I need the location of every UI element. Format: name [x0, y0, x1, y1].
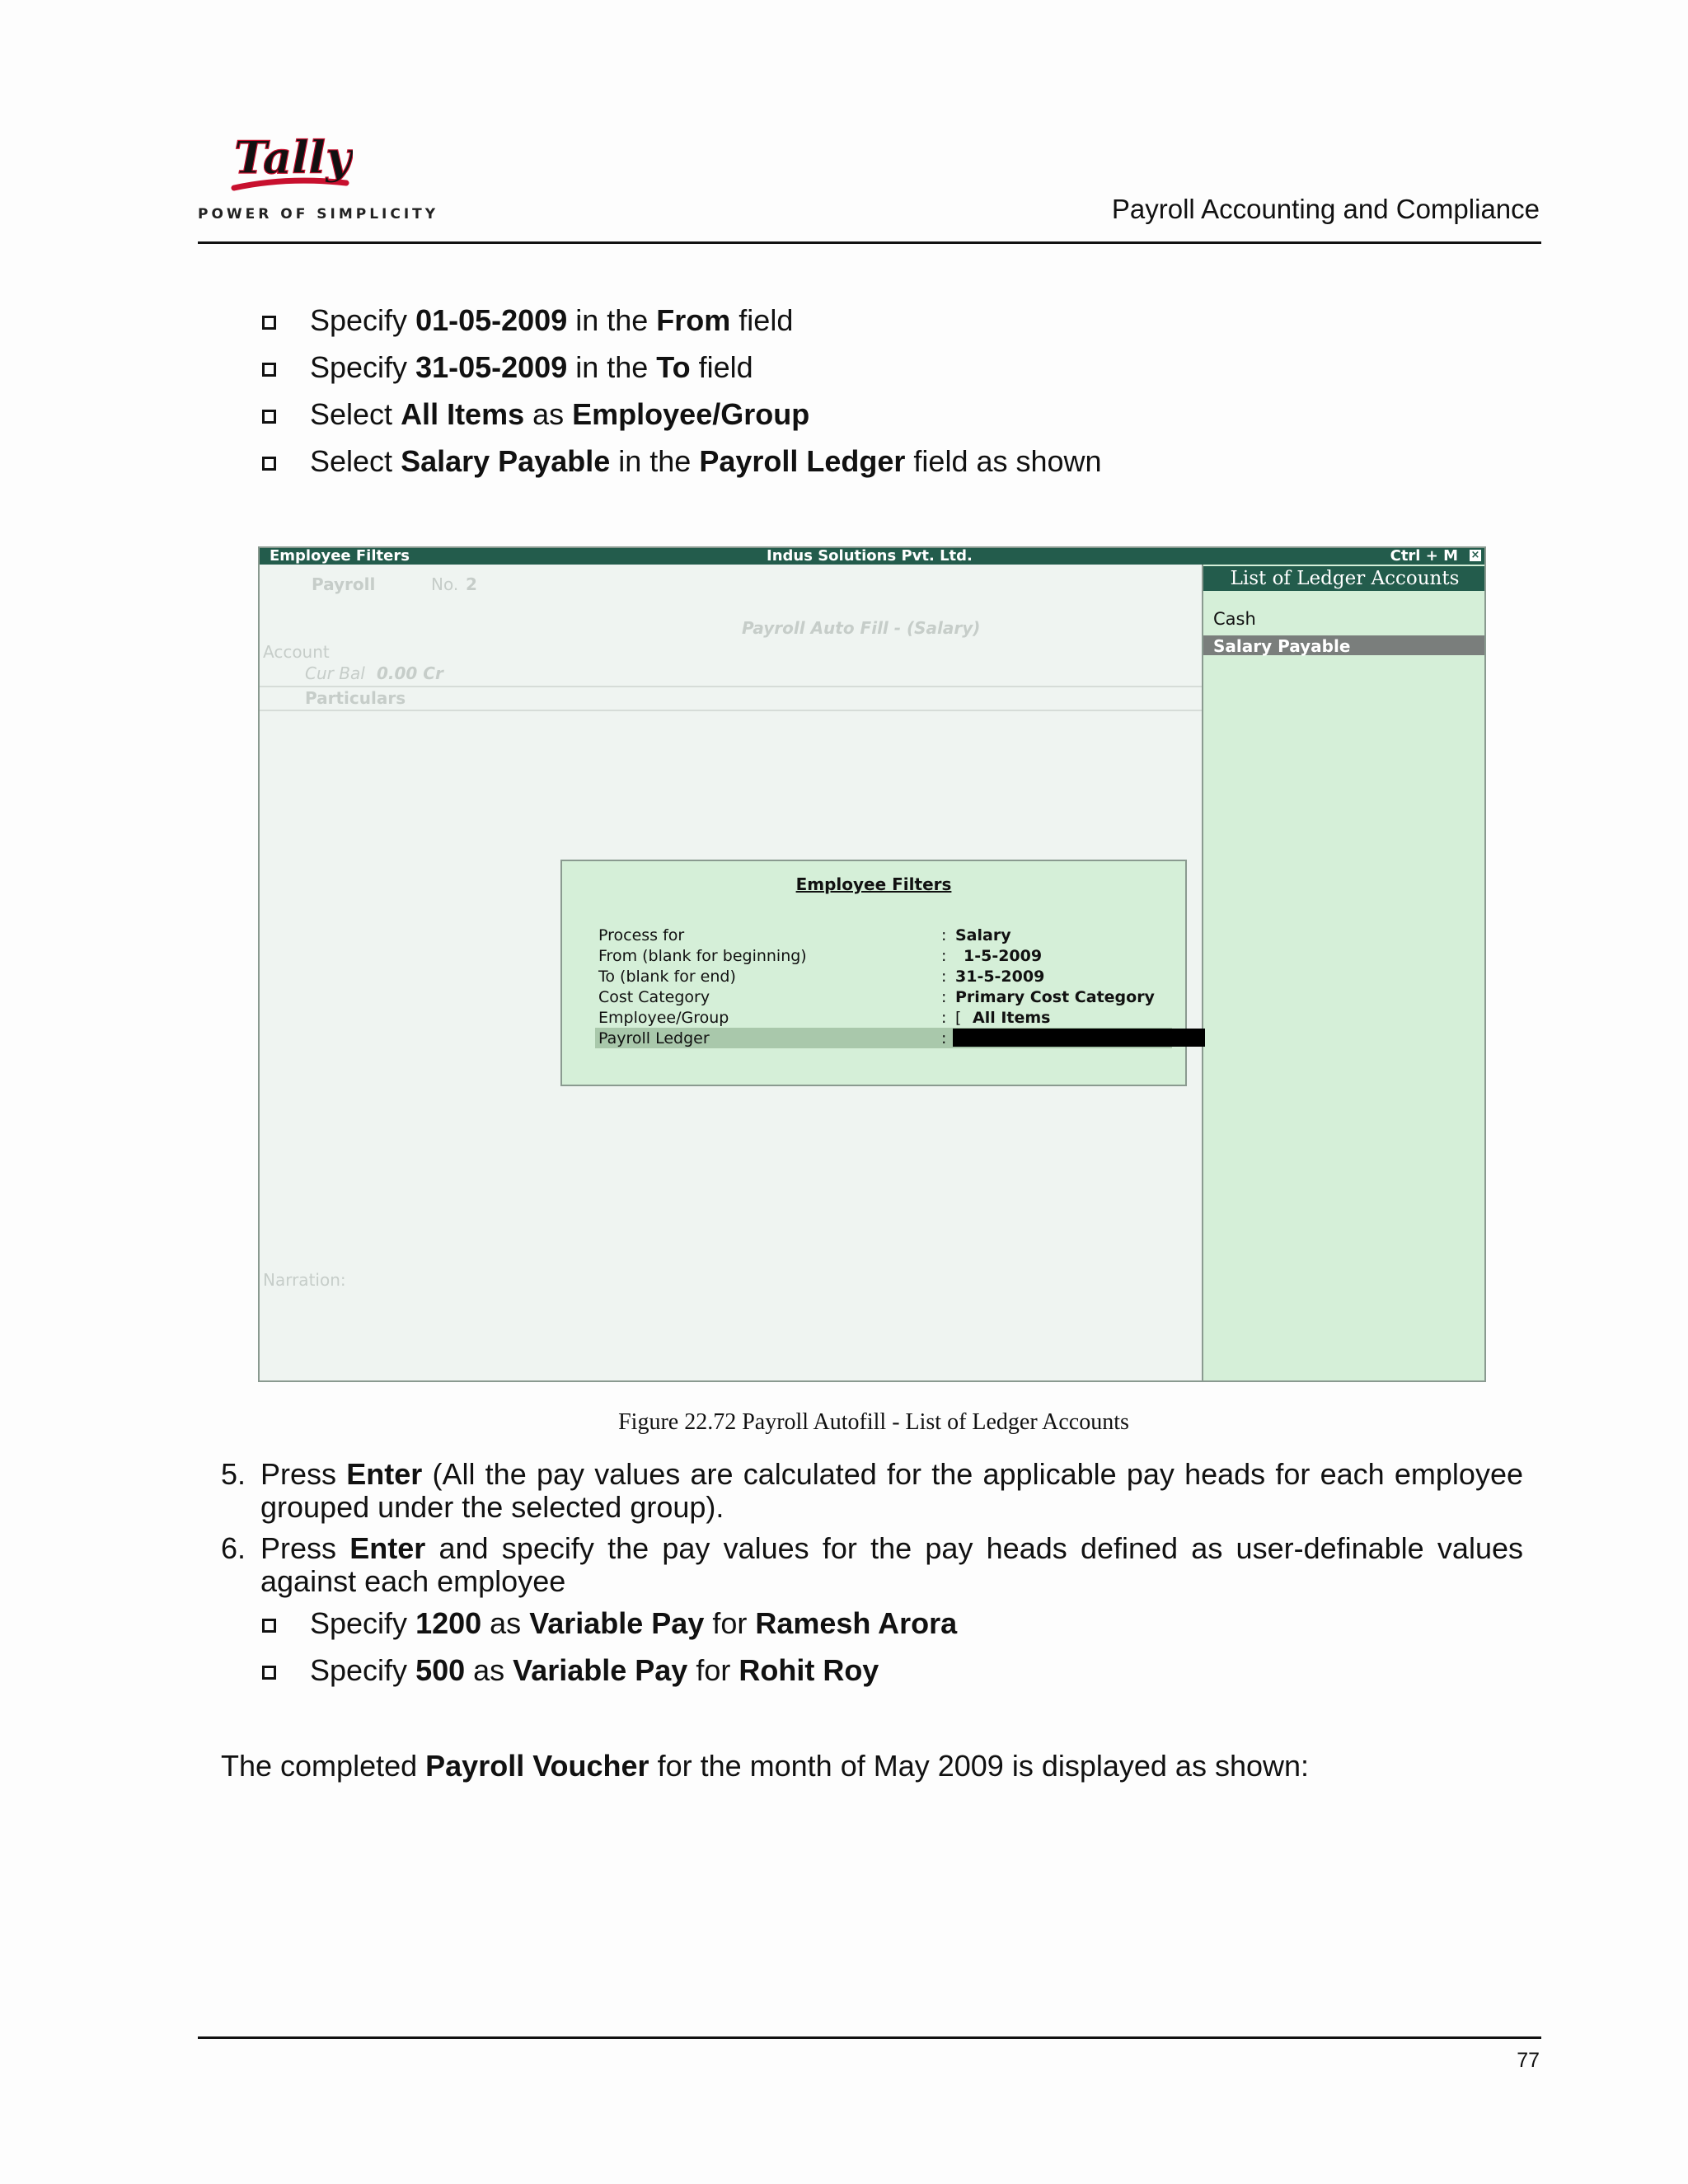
bold-text: Enter [349, 1531, 426, 1565]
text: in the [610, 444, 700, 478]
text: field [690, 350, 753, 384]
shortcut-hint: Ctrl + M [1390, 547, 1458, 565]
narration-label: Narration: [263, 1270, 346, 1290]
bullet-item [262, 1605, 957, 1652]
filter-value: Salary [955, 926, 1011, 944]
window-title: Employee Filters [270, 547, 410, 565]
bracket-glyph: [ [955, 1009, 962, 1027]
text: (All the pay values are calculated for the applicable pay heads for each employee grouped under the selected group). [260, 1457, 1523, 1524]
text: Press [260, 1531, 350, 1565]
numbered-steps [221, 1458, 1523, 1606]
text: for the month of May 2009 is displayed as shown: [649, 1749, 1310, 1783]
bullet-item [262, 396, 1102, 443]
divider [260, 710, 1202, 711]
tally-logo-mark [229, 132, 353, 198]
text: Select [310, 397, 401, 431]
bullet-item [262, 443, 1102, 490]
square-bullet-icon [262, 1666, 276, 1680]
separator: : [941, 926, 947, 944]
closing-sentence [221, 1749, 1309, 1783]
cur-bal-label: Cur Bal [305, 663, 365, 683]
bold-text: Salary Payable [401, 444, 611, 478]
bold-text: Rohit Roy [738, 1653, 879, 1687]
step-number: 5. [221, 1457, 246, 1491]
filter-label: From (blank for beginning) [598, 947, 807, 965]
text: as [481, 1606, 530, 1640]
footer-divider [198, 2036, 1541, 2039]
ledger-item-label: Salary Payable [1213, 636, 1351, 656]
square-bullet-icon [262, 363, 276, 377]
filter-row-payroll-ledger[interactable] [595, 1028, 1172, 1048]
voucher-type: Payroll [312, 574, 376, 594]
bold-text: To [656, 350, 691, 384]
ledger-list-panel [1202, 565, 1486, 1380]
step-number: 6. [221, 1531, 246, 1565]
text: for [704, 1606, 756, 1640]
text: Specify [310, 1653, 416, 1687]
text: in the [567, 350, 657, 384]
separator: : [941, 988, 947, 1006]
dialog-title: Employee Filters [795, 874, 952, 894]
square-bullet-icon [262, 410, 276, 424]
filter-label: Process for [598, 926, 685, 944]
filter-label: Cost Category [598, 988, 710, 1006]
payroll-ledger-input[interactable] [953, 1029, 1205, 1047]
voucher-no-value: 2 [466, 574, 477, 594]
bold-text: From [656, 303, 731, 337]
separator: : [941, 1009, 947, 1027]
bold-text: Enter [346, 1457, 423, 1491]
page-number: 77 [1517, 2049, 1540, 2072]
square-bullet-icon [262, 1619, 276, 1633]
instruction-bullets-top [262, 302, 1102, 490]
instruction-bullets-bottom [262, 1605, 957, 1699]
cur-bal-value: 0.00 Cr [377, 663, 443, 683]
particulars-header: Particulars [305, 688, 406, 708]
window-titlebar [260, 548, 1484, 565]
header-divider [198, 241, 1541, 244]
svg-text:Tally: Tally [234, 132, 352, 184]
bullet-item [262, 302, 1102, 349]
step-item [221, 1458, 1523, 1524]
ledger-item-salary-payable[interactable] [1203, 635, 1486, 655]
bullet-item [262, 1652, 957, 1699]
ledger-item-cash[interactable]: Cash [1213, 609, 1256, 629]
tally-screenshot [258, 546, 1486, 1382]
bold-text: 01-05-2009 [415, 303, 568, 337]
figure-caption: Figure 22.72 Payroll Autofill - List of Ledger Accounts [618, 1409, 1129, 1435]
bold-text: Employee/Group [572, 397, 810, 431]
filter-value: 31-5-2009 [955, 968, 1045, 986]
bold-text: 1200 [415, 1606, 482, 1640]
filter-row-from[interactable] [595, 945, 1172, 966]
text: as [465, 1653, 513, 1687]
ledger-list-title: List of Ledger Accounts [1203, 566, 1486, 591]
voucher-no-label: No. [431, 574, 459, 594]
separator: : [941, 968, 947, 986]
text: as [524, 397, 573, 431]
filter-row-process-for[interactable] [595, 925, 1172, 945]
filter-label: To (blank for end) [598, 968, 736, 986]
logo-tagline: POWER OF SIMPLICITY [198, 206, 439, 223]
divider [260, 686, 1202, 687]
employee-filters-dialog [560, 860, 1187, 1086]
text: Specify [310, 1606, 416, 1640]
filter-value: Primary Cost Category [955, 988, 1155, 1006]
bold-text: 500 [415, 1653, 466, 1687]
bold-text: Variable Pay [513, 1653, 688, 1687]
bold-text: Payroll Ledger [699, 444, 906, 478]
text: Specify [310, 303, 416, 337]
text: Specify [310, 350, 416, 384]
bold-text: Payroll Voucher [425, 1749, 649, 1783]
text: for [687, 1653, 739, 1687]
separator: : [941, 1029, 947, 1047]
filter-row-employee-group[interactable] [595, 1007, 1172, 1028]
company-name: Indus Solutions Pvt. Ltd. [767, 547, 973, 565]
bold-text: Variable Pay [529, 1606, 705, 1640]
filter-value: All Items [973, 1009, 1051, 1027]
text: The completed [221, 1749, 426, 1783]
text: Press [260, 1457, 347, 1491]
filter-row-to[interactable] [595, 966, 1172, 987]
filter-label: Payroll Ledger [598, 1029, 710, 1047]
text: field [730, 303, 794, 337]
step-item [221, 1532, 1523, 1598]
square-bullet-icon [262, 316, 276, 330]
square-bullet-icon [262, 457, 276, 471]
separator: : [941, 947, 947, 965]
bold-text: All Items [401, 397, 525, 431]
filter-row-cost-category[interactable] [595, 987, 1172, 1007]
bold-text: 31-05-2009 [415, 350, 568, 384]
voucher-subtitle: Payroll Auto Fill - (Salary) [742, 618, 981, 638]
bullet-item [262, 349, 1102, 396]
text: field as shown [905, 444, 1102, 478]
tally-logo [196, 132, 439, 231]
filter-value: 1-5-2009 [964, 947, 1043, 965]
text: Select [310, 444, 401, 478]
bold-text: Ramesh Arora [755, 1606, 958, 1640]
filter-label: Employee/Group [598, 1009, 729, 1027]
text: and specify the pay values for the pay heads defined as user-definable values against each employee [260, 1531, 1523, 1598]
account-label: Account [263, 642, 330, 662]
section-title: Payroll Accounting and Compliance [1111, 194, 1540, 224]
close-icon[interactable]: × [1470, 549, 1480, 561]
text: in the [567, 303, 657, 337]
